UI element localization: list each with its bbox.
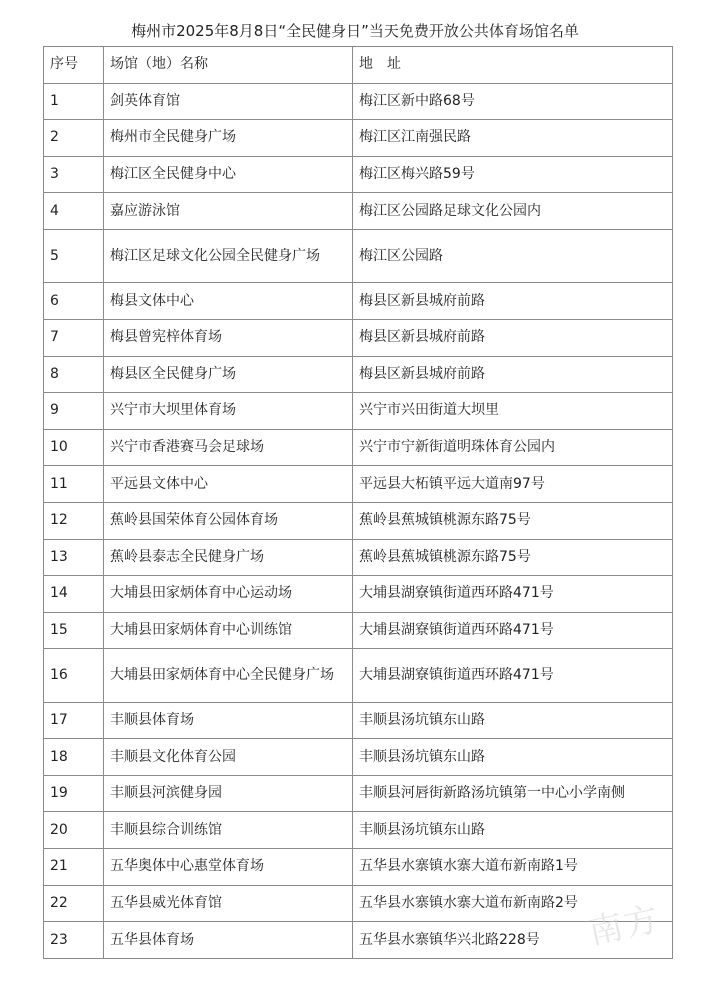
cell-address: 五华县水寨镇华兴北路228号 [353,922,673,959]
header-name: 场馆（地）名称 [104,47,353,84]
cell-venue-name: 五华县威光体育馆 [104,885,353,922]
cell-no: 21 [44,849,104,886]
table-row [44,849,673,886]
table-row [44,576,673,613]
cell-no: 18 [44,739,104,776]
cell-no: 2 [44,120,104,157]
cell-venue-name: 丰顺县综合训练馆 [104,812,353,849]
cell-venue-name: 丰顺县河滨健身园 [104,775,353,812]
table-row [44,922,673,959]
table-row [44,612,673,649]
cell-venue-name: 兴宁市大坝里体育场 [104,393,353,430]
cell-address: 蕉岭县蕉城镇桃源东路75号 [353,502,673,539]
page-title: 梅州市2025年8月8日“全民健身日”当天免费开放公共体育场馆名单 [131,22,579,40]
cell-no: 22 [44,885,104,922]
cell-no: 5 [44,229,104,282]
table-row [44,229,673,282]
cell-address: 大埔县湖寮镇街道西环路471号 [353,612,673,649]
cell-address: 兴宁市兴田街道大坝里 [353,393,673,430]
header-address: 地 址 [353,47,673,84]
cell-address: 梅县区新县城府前路 [353,319,673,356]
cell-venue-name: 五华县体育场 [104,922,353,959]
table-row [44,502,673,539]
cell-no: 12 [44,502,104,539]
cell-address: 梅江区公园路 [353,229,673,282]
cell-venue-name: 梅江区全民健身中心 [104,156,353,193]
table-row [44,539,673,576]
cell-address: 梅县区新县城府前路 [353,283,673,320]
cell-no: 1 [44,83,104,120]
cell-venue-name: 梅县区全民健身广场 [104,356,353,393]
table-row [44,885,673,922]
cell-address: 蕉岭县蕉城镇桃源东路75号 [353,539,673,576]
cell-venue-name: 剑英体育馆 [104,83,353,120]
table-row [44,812,673,849]
cell-no: 7 [44,319,104,356]
cell-no: 11 [44,466,104,503]
cell-address: 兴宁市宁新街道明珠体育公园内 [353,429,673,466]
cell-venue-name: 丰顺县文化体育公园 [104,739,353,776]
cell-no: 17 [44,702,104,739]
cell-address: 梅县区新县城府前路 [353,356,673,393]
table-row [44,466,673,503]
cell-no: 4 [44,193,104,230]
table-row [44,156,673,193]
cell-no: 19 [44,775,104,812]
table-row [44,429,673,466]
cell-no: 6 [44,283,104,320]
cell-venue-name: 蕉岭县泰志全民健身广场 [104,539,353,576]
cell-no: 15 [44,612,104,649]
cell-address: 梅江区江南强民路 [353,120,673,157]
table-row [44,120,673,157]
table-row [44,193,673,230]
cell-venue-name: 丰顺县体育场 [104,702,353,739]
cell-address: 丰顺县汤坑镇东山路 [353,739,673,776]
table-body [44,83,673,958]
cell-venue-name: 梅州市全民健身广场 [104,120,353,157]
cell-venue-name: 平远县文体中心 [104,466,353,503]
table-row [44,283,673,320]
venue-table [43,46,673,959]
header-no: 序号 [44,47,104,84]
cell-address: 五华县水寨镇水寨大道布新南路2号 [353,885,673,922]
cell-address: 丰顺县汤坑镇东山路 [353,812,673,849]
table-row [44,319,673,356]
table-row [44,356,673,393]
cell-no: 10 [44,429,104,466]
cell-no: 8 [44,356,104,393]
cell-no: 20 [44,812,104,849]
cell-address: 梅江区公园路足球文化公园内 [353,193,673,230]
cell-venue-name: 梅县曾宪梓体育场 [104,319,353,356]
cell-no: 16 [44,649,104,702]
table-row [44,83,673,120]
cell-address: 丰顺县汤坑镇东山路 [353,702,673,739]
cell-venue-name: 梅县文体中心 [104,283,353,320]
table-row [44,775,673,812]
cell-no: 3 [44,156,104,193]
cell-venue-name: 兴宁市香港赛马会足球场 [104,429,353,466]
cell-no: 14 [44,576,104,613]
cell-venue-name: 蕉岭县国荣体育公园体育场 [104,502,353,539]
cell-no: 13 [44,539,104,576]
table-header-row [44,47,673,84]
cell-address: 五华县水寨镇水寨大道布新南路1号 [353,849,673,886]
cell-address: 大埔县湖寮镇街道西环路471号 [353,649,673,702]
cell-venue-name: 大埔县田家炳体育中心运动场 [104,576,353,613]
cell-venue-name: 大埔县田家炳体育中心全民健身广场 [104,649,353,702]
cell-address: 大埔县湖寮镇街道西环路471号 [353,576,673,613]
watermark-logo: 南方 [585,898,665,953]
cell-venue-name: 大埔县田家炳体育中心训练馆 [104,612,353,649]
cell-venue-name: 嘉应游泳馆 [104,193,353,230]
cell-address: 梅江区梅兴路59号 [353,156,673,193]
cell-address: 梅江区新中路68号 [353,83,673,120]
cell-no: 9 [44,393,104,430]
cell-venue-name: 梅江区足球文化公园全民健身广场 [104,229,353,282]
cell-venue-name: 五华奥体中心惠堂体育场 [104,849,353,886]
cell-address: 平远县大柘镇平远大道南97号 [353,466,673,503]
table-row [44,649,673,702]
cell-address: 丰顺县河唇街新路汤坑镇第一中心小学南侧 [353,775,673,812]
table-row [44,739,673,776]
table-row [44,702,673,739]
cell-no: 23 [44,922,104,959]
table-row [44,393,673,430]
